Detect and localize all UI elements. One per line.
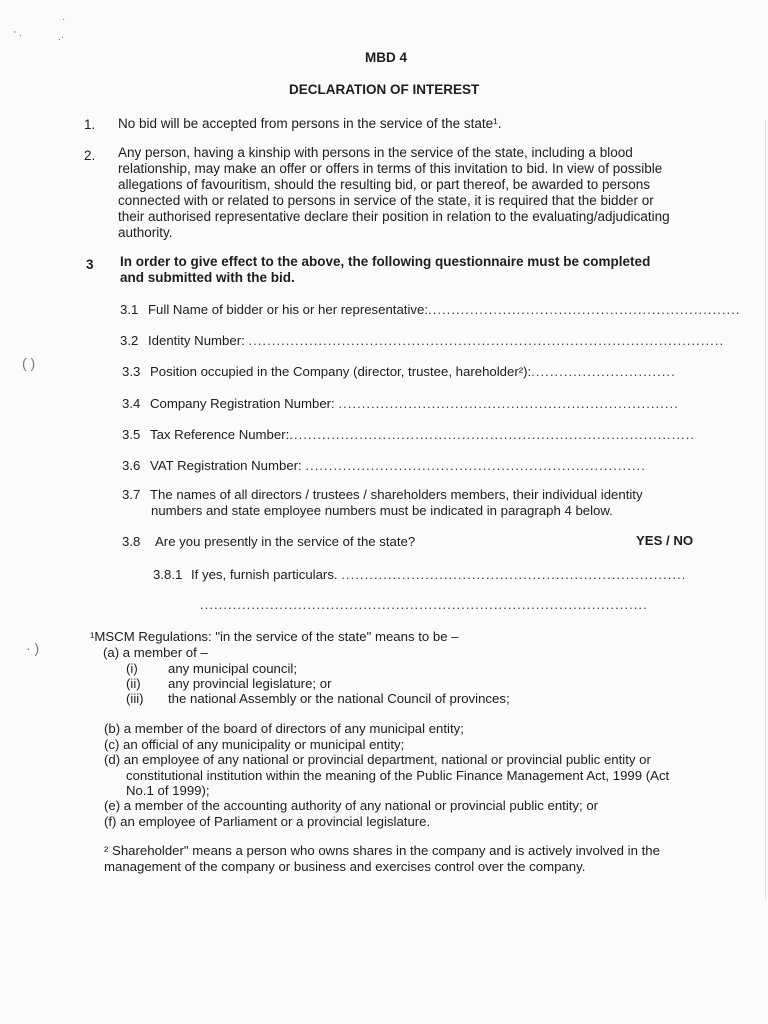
- clause-1-text: No bid will be accepted from persons in the service of the state¹.: [118, 116, 502, 131]
- footnote-subitem: [126, 661, 297, 677]
- clause-2-line: allegations of favouritism, should the resulting bid, or part thereof, be awarded to persons: [118, 177, 651, 192]
- question-3-8: [122, 534, 415, 549]
- question-company-registration: [122, 396, 679, 411]
- subitem-label: (i): [126, 661, 138, 676]
- answer-field[interactable]: .........................................................................: [305, 458, 646, 473]
- question-number: 3.1: [120, 302, 139, 317]
- footnote-2-line: ² Shareholder" means a person who owns shares in the company and is actively involved in the: [104, 843, 660, 858]
- question-position: [122, 364, 676, 379]
- subitem-label: (ii): [126, 676, 141, 691]
- subitem-text: any municipal council;: [168, 661, 298, 676]
- answer-field[interactable]: .........................................................................: [338, 396, 679, 411]
- footnote-subitem: [126, 676, 331, 692]
- hole-punch-mark: · ): [26, 640, 40, 656]
- clause-number: 1.: [84, 117, 96, 132]
- footnote-2-line: management of the company or business and exercises control over the company.: [104, 859, 586, 874]
- question-label: Are you presently in the service of the state?: [155, 534, 416, 549]
- footnote-item-b: (b) a member of the board of directors of any municipal entity;: [104, 721, 464, 736]
- question-number: 3.2: [120, 333, 139, 348]
- page-edge: [765, 120, 766, 900]
- clause-2-line: authority.: [118, 225, 173, 240]
- question-3-7-line: The names of all directors / trustees / shareholders members, their individual identity: [150, 487, 643, 502]
- answer-field[interactable]: ...............................: [531, 364, 676, 379]
- scan-speck: ·: [62, 14, 66, 25]
- answer-field[interactable]: .......................................................................................: [289, 427, 696, 442]
- footnote-item-a: (a) a member of –: [103, 645, 208, 660]
- footnote-item-c: (c) an official of any municipality or municipal entity;: [104, 737, 405, 752]
- form-code: MBD 4: [365, 50, 408, 65]
- question-label: VAT Registration Number:: [150, 458, 306, 473]
- footnote-subitem: [126, 691, 510, 707]
- subitem-text: any provincial legislature; or: [168, 676, 332, 691]
- question-number: 3.5: [122, 427, 141, 442]
- answer-field-continuation[interactable]: ................................................................................................: [200, 597, 648, 612]
- clause-2-line: connected with or related to persons in service of the state, it is required that the bidder or: [118, 193, 654, 208]
- question-label: If yes, furnish particulars.: [191, 567, 342, 582]
- scan-speck: .·: [58, 32, 65, 43]
- subitem-label: (iii): [126, 691, 144, 706]
- footnote-item-e: (e) a member of the accounting authority of any national or provincial public entity; or: [104, 798, 599, 813]
- question-full-name: [120, 302, 740, 317]
- question-number: 3.4: [122, 396, 141, 411]
- clause-3-line: In order to give effect to the above, the following questionnaire must be completed: [120, 254, 651, 269]
- subitem-text: the national Assembly or the national Council of provinces;: [168, 691, 510, 706]
- clause-number: 3: [86, 257, 94, 272]
- clause-number: 2.: [84, 148, 96, 163]
- clause-3-line: and submitted with the bid.: [120, 270, 295, 285]
- question-vat-registration: [122, 458, 646, 473]
- question-tax-reference: [122, 427, 695, 442]
- footnote-1-heading: ¹MSCM Regulations: "in the service of the state" means to be –: [90, 629, 459, 644]
- footnote-item-d-line: constitutional institution within the meaning of the Public Finance Management Act, 1999 (Act: [126, 768, 670, 783]
- answer-field[interactable]: ...................................................................: [428, 302, 741, 317]
- question-label: Full Name of bidder or his or her representative:: [148, 302, 428, 317]
- question-3-7: [122, 487, 643, 502]
- footnote-item-f: (f) an employee of Parliament or a provincial legislature.: [104, 814, 431, 829]
- question-number: 3.7: [122, 487, 141, 502]
- question-3-7-line: numbers and state employee numbers must be indicated in paragraph 4 below.: [151, 503, 613, 518]
- page-title: DECLARATION OF INTEREST: [289, 82, 480, 97]
- question-number: 3.8.1: [153, 567, 183, 582]
- question-number: 3.3: [122, 364, 141, 379]
- answer-field[interactable]: ......................................................................................................: [248, 333, 725, 348]
- question-number: 3.8: [122, 534, 141, 549]
- footnote-item-d-line: No.1 of 1999);: [126, 783, 210, 798]
- answer-field[interactable]: ..........................................................................: [341, 567, 687, 582]
- question-identity-number: [120, 333, 724, 348]
- footnote-item-d: (d) an employee of any national or provincial department, national or provincial public entity or: [104, 752, 651, 767]
- hole-punch-mark: ( ): [22, 355, 36, 371]
- clause-2-line: relationship, may make an offer or offers in terms of this invitation to bid. In view of possible: [118, 161, 663, 176]
- question-label: Tax Reference Number:: [150, 427, 290, 442]
- question-number: 3.6: [122, 458, 141, 473]
- question-label: Identity Number:: [148, 333, 249, 348]
- clause-2-line: Any person, having a kinship with persons in the service of the state, including a blood: [118, 145, 633, 160]
- question-label: Company Registration Number:: [150, 396, 339, 411]
- scan-speck: ' ·: [14, 30, 23, 41]
- yes-no-answer[interactable]: YES / NO: [636, 533, 694, 548]
- question-3-8-1: [153, 567, 686, 582]
- clause-2-line: their authorised representative declare their position in relation to the evaluating/adjudicating: [118, 209, 670, 224]
- question-label: Position occupied in the Company (director, trustee, hareholder²):: [150, 364, 532, 379]
